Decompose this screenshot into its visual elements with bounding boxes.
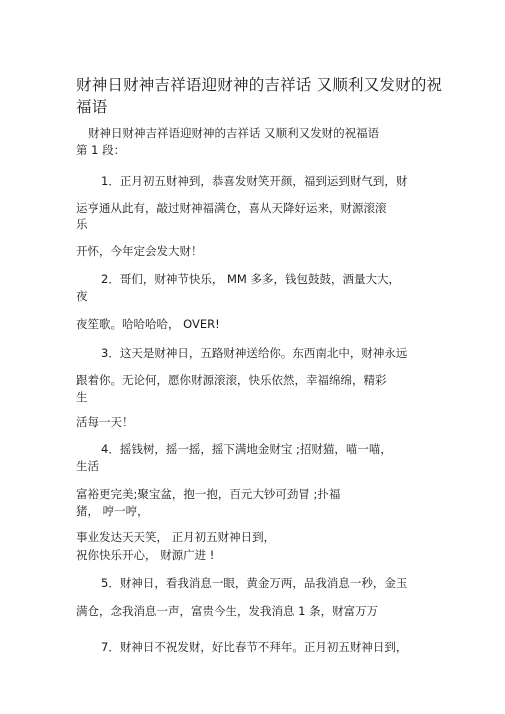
intro-line-1: 财神日财神吉祥语迎财神的吉祥话 又顺利又发财的祝福语 — [88, 126, 380, 140]
text-line: 生活 — [76, 459, 99, 473]
text-line: 祝你快乐开心， 财源广进 ! — [76, 548, 215, 562]
section-heading: 第 1 段： — [76, 143, 126, 157]
text-line: 4．摇钱树，摇一摇，摇下满地金财宝 ;招财猫，喵一喵， — [101, 442, 392, 456]
text-line: 夜 — [76, 289, 88, 303]
text-line: 5．财神日，看我消息一眼，黄金万两，品我消息一秒，金玉 — [101, 576, 408, 590]
text-line: 跟着你。无论何，愿你财源滚滚，快乐依然，幸福绵绵，精彩 — [76, 373, 387, 387]
text-line: 富裕更完美;聚宝盆，抱一抱，百元大钞可劲冒 ;扑福 — [76, 487, 341, 501]
title-line-1: 财神日财神吉祥语迎财神的吉祥话 又顺利又发财的祝 — [76, 76, 443, 94]
text-line: 开怀，今年定会发大财！ — [76, 244, 203, 258]
title-line-2: 福语 — [76, 98, 108, 116]
document-title — [76, 74, 443, 118]
intro-block — [76, 125, 436, 159]
text-line: 事业发达天天笑， 正月初五财神日到， — [76, 530, 276, 544]
text-line: 运亨通从此有，敲过财神福满仓，喜从天降好运来，财源滚滚 — [76, 201, 387, 215]
text-line: 满仓，念我消息一声，富贵今生，发我消息 1 条，财富万万 — [76, 604, 379, 618]
text-line: 生 — [76, 390, 88, 404]
text-line: 乐 — [76, 217, 88, 231]
text-line: 夜笙歌。哈哈哈哈， OVER! — [76, 317, 220, 331]
text-line: 活每一天！ — [76, 415, 134, 429]
text-line: 2．哥们，财神节快乐， MM 多多，钱包鼓鼓，酒量大大， — [101, 272, 400, 286]
text-line: 7．财神日不祝发财，好比春节不拜年。正月初五财神日到， — [101, 640, 408, 654]
text-line: 3．这天是财神日，五路财神送给你。东西南北中，财神永远 — [101, 346, 408, 360]
text-line: 猪， 哼一哼， — [76, 504, 149, 518]
text-line: 1．正月初五财神到，恭喜发财笑开颜，福到运到财气到，财 — [101, 174, 408, 188]
